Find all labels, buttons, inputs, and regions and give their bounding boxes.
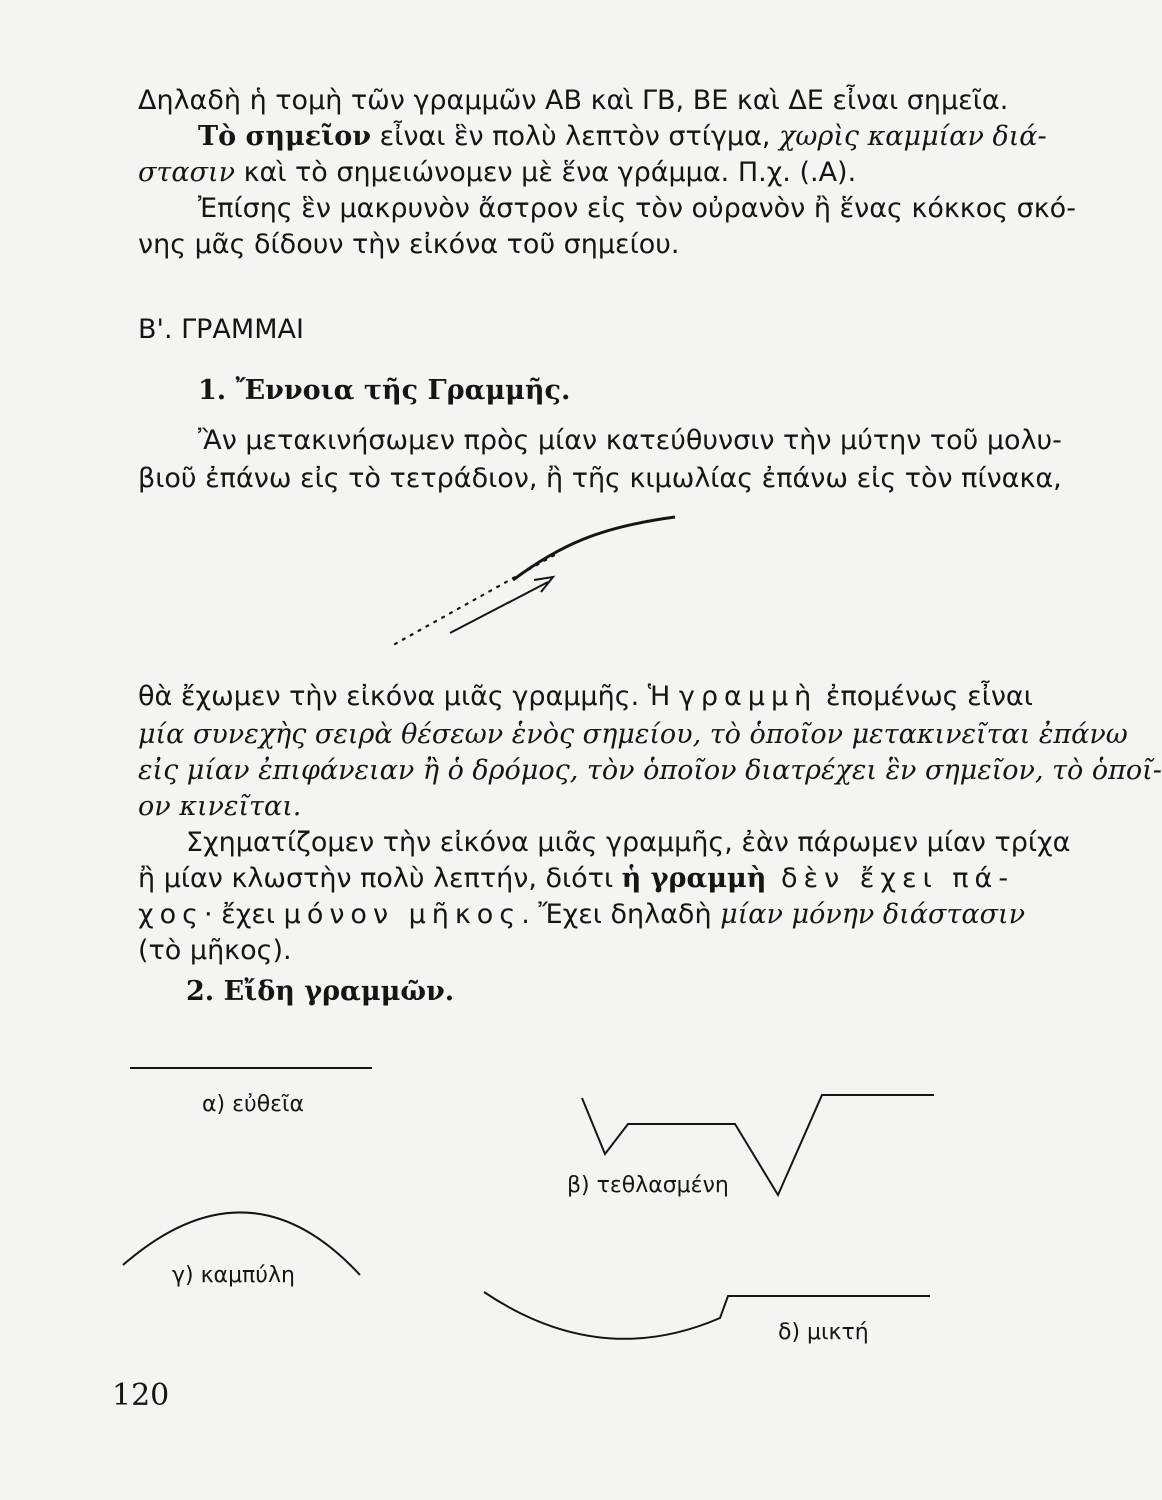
paragraph-4-line-1: Ἂν μετακινήσωμεν πρὸς μίαν κατεύθυνσιν τὴν μύτην τοῦ μολυ- bbox=[198, 425, 1062, 456]
only-length-spaced: μόνον μῆκος bbox=[283, 899, 522, 930]
drawn-curve bbox=[513, 517, 675, 580]
moving-point-illustration bbox=[395, 517, 675, 644]
paragraph-5-line-2: μία συνεχὴς σειρὰ θέσεων ἑνὸς σημείου, τὸ ὁποῖον μετακινεῖται ἐπάνω bbox=[138, 719, 1128, 750]
no-thickness-spaced: δὲν ἔχει πά- bbox=[766, 863, 1015, 894]
paragraph-6-line-4: (τὸ μῆκος). bbox=[138, 935, 292, 966]
direction-arrow-shaft bbox=[450, 582, 548, 633]
subsection-1-title: 1. Ἔννοια τῆς Γραμμῆς. bbox=[198, 375, 571, 406]
term-point-bold: Τὸ σημεῖον bbox=[198, 121, 372, 152]
paragraph-2-italic: χωρὶς καμμίαν διά- bbox=[779, 121, 1047, 152]
paragraph-2-text-2: καὶ τὸ σημειώνομεν μὲ ἕνα γράμμα. Π.χ. (.Α). bbox=[235, 157, 857, 188]
caption-straight: α) εὐθεῖα bbox=[202, 1092, 304, 1117]
thickness-spaced: χος bbox=[138, 899, 204, 930]
paragraph-5-line-4: ον κινεῖται. bbox=[138, 791, 302, 822]
paragraph-5-text: θὰ ἔχωμεν τὴν εἰκόνα μιᾶς γραμμῆς. Ἡ bbox=[138, 681, 679, 712]
paragraph-6-text: ἢ μίαν κλωστὴν πολὺ λεπτήν, διότι bbox=[138, 863, 622, 894]
paragraph-6-text-3: . Ἔχει δηλαδὴ bbox=[521, 899, 721, 930]
caption-broken: β) τεθλασμένη bbox=[567, 1173, 729, 1198]
term-line-spaced: γραμμὴ bbox=[678, 681, 818, 712]
paragraph-2-italic-2: στασιν bbox=[138, 157, 236, 188]
caption-mixed: δ) μικτή bbox=[778, 1320, 869, 1345]
paragraph-6-text-2: · ἔχει bbox=[203, 899, 284, 930]
paragraph-5-line-3: εἰς μίαν ἐπιφάνειαν ἢ ὁ δρόμος, τὸν ὁποῖον διατρέχει ἓν σημεῖον, τὸ ὁποῖ- bbox=[138, 755, 1162, 786]
page-number: 120 bbox=[112, 1378, 170, 1413]
subsection-2-title: 2. Εἴδη γραμμῶν. bbox=[186, 976, 455, 1007]
paragraph-4-line-2: βιοῦ ἐπάνω εἰς τὸ τετράδιον, ἢ τῆς κιμωλίας ἐπάνω εἰς τὸν πίνακα, bbox=[138, 463, 1062, 494]
term-line-bold: ἡ γραμμὴ bbox=[621, 863, 767, 894]
section-title: Β'. ΓΡΑΜΜΑΙ bbox=[138, 314, 304, 345]
paragraph-3-line-1: Ἐπίσης ἓν μακρυνὸν ἄστρον εἰς τὸν οὐρανὸν ἢ ἕνας κόκκος σκό- bbox=[198, 193, 1076, 224]
paragraph-5-text-end: ἐπομένως εἶναι bbox=[817, 681, 1033, 712]
paragraph-3-line-2: νης μᾶς δίδουν τὴν εἰκόνα τοῦ σημείου. bbox=[138, 229, 680, 260]
paragraph-1-line-1: Δηλαδὴ ἡ τομὴ τῶν γραμμῶν ΑΒ καὶ ΓΒ, ΒΕ καὶ ΔΕ εἶναι σημεῖα. bbox=[138, 85, 1009, 116]
paragraph-6-line-1: Σχηματίζομεν τὴν εἰκόνα μιᾶς γραμμῆς, ἐὰν πάρωμεν μίαν τρίχα bbox=[186, 827, 1071, 858]
caption-curved: γ) καμπύλη bbox=[172, 1263, 295, 1288]
one-dimension-italic: μίαν μόνην διάστασιν bbox=[720, 899, 1026, 930]
paragraph-2-text: εἶναι ἓν πολὺ λεπτὸν στίγμα, bbox=[371, 121, 780, 152]
